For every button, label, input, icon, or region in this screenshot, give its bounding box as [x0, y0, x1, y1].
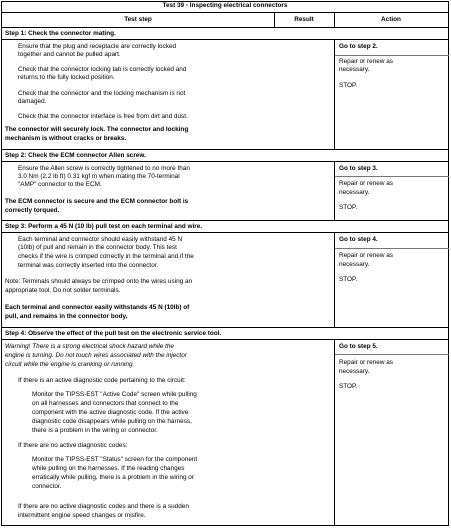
step-4-line: If there are no active diagnostic codes and there is a sudden [18, 503, 189, 510]
row-divider [1, 149, 449, 150]
step-4-repair: Repair or renew as [339, 359, 393, 366]
action-divider [334, 55, 449, 56]
step-4-line: Monitor the TIPSS-EST "Active Code" screen while pulling [32, 391, 197, 398]
step-3-line: checks if the wire is crimped correctly in the terminal and if the [18, 253, 194, 260]
step-2-line: 3.0 Nm (2.2 lb ft) 0.31 kgf m when mating the 70-terminal [18, 173, 180, 180]
step-3-result: pull, and remains in the connector body. [5, 313, 128, 320]
step-1-line: Ensure that the plug and receptacle are correctly locked [18, 43, 177, 50]
row-divider [1, 161, 449, 162]
step-3-result: Each terminal and connector easily withstands 45 N (10lb) of [5, 304, 190, 311]
step-4-line: If there are no active diagnostic codes: [18, 442, 128, 449]
step-2-line: "AMP" connector to the ECM. [18, 181, 102, 188]
step-2-line: Ensure the Allen screw is correctly tightened to no more than [18, 165, 190, 172]
step-3-goto: Go to step 4. [339, 236, 378, 243]
step-3-stop: STOP. [339, 276, 358, 283]
step-1-repair: necessary. [339, 66, 370, 73]
step-4-line: while pulling on the harnesses. If the reading changes [32, 465, 185, 472]
step-2-repair: Repair or renew as [339, 180, 393, 187]
step-2-result: correctly torqued. [5, 207, 60, 214]
row-divider [1, 12, 449, 13]
step-4-warning: Warning! There is a strong electrical shock hazard while the [5, 343, 174, 350]
step-4-line: there is a problem in the wiring or connector. [32, 427, 158, 434]
action-divider [334, 176, 449, 177]
row-divider [1, 339, 449, 340]
step-1-result: The connector will securely lock. The connector and locking [5, 126, 189, 133]
step-4-line: intermittent engine speed changes or misfire. [18, 512, 146, 519]
step-3-repair: Repair or renew as [339, 252, 393, 259]
step-1-line: damaged. [18, 98, 47, 105]
step-4-warning: circuit while the engine is cranking or running. [5, 361, 135, 368]
step-4-heading: Step 4: Observe the effect of the pull test on the electronic service tool. [5, 330, 222, 337]
step-2-heading: Step 2: Check the ECM connector Allen screw. [5, 152, 146, 159]
step-4-line: connector. [32, 483, 62, 490]
step-4-warning: engine is turning. Do not touch wires associated with the injector [5, 352, 187, 359]
step-4-line: If there is an active diagnostic code pertaining to the circuit: [18, 377, 186, 384]
step-1-result: mechanism is without cracks or breaks. [5, 135, 127, 142]
step-3-heading: Step 3: Perform a 45 N (10 lb) pull test on each terminal and wire. [5, 223, 203, 230]
action-divider [334, 248, 449, 249]
col-divider [274, 12, 275, 27]
step-4-goto: Go to step 5. [339, 343, 378, 350]
row-divider [1, 327, 449, 328]
step-1-line: returns to the fully locked position. [18, 74, 115, 81]
step-3-note: appropriate tool. Do not solder terminals. [5, 287, 121, 294]
col-divider [334, 232, 335, 327]
step-4-line: component with the active diagnostic code. If the active [32, 409, 189, 416]
step-1-line: Check that the connector and the locking mechanism is not [18, 90, 186, 97]
col-divider [334, 161, 335, 220]
table-title: Test 39 - Inspecting electrical connectors [162, 2, 288, 9]
step-2-result: The ECM connector is secure and the ECM connector bolt is [5, 198, 189, 205]
row-divider [1, 27, 449, 28]
step-1-stop: STOP. [339, 82, 358, 89]
col-divider [334, 339, 335, 526]
row-divider [1, 39, 449, 40]
col-divider [334, 39, 335, 149]
step-4-line: diagnostic code disappears while pulling on the harness, [32, 418, 192, 425]
step-3-line: (10lb) of pull and remain in the connector body. This test [18, 244, 177, 251]
step-4-line: Monitor the TIPSS-EST "Status" screen for the component [32, 456, 198, 463]
step-1-repair: Repair or renew as [339, 58, 393, 65]
header-test-step: Test step [124, 16, 152, 23]
step-3-line: terminal was correctly inserted into the connector. [18, 262, 159, 269]
step-1-line: Check that the connector interface is free from dirt and dust. [18, 113, 188, 120]
step-3-repair: necessary. [339, 261, 370, 268]
step-4-line: on all harnesses and connectors that connect to the [32, 400, 179, 407]
step-1-heading: Step 1: Check the connector mating. [5, 30, 116, 37]
col-divider [334, 12, 335, 27]
row-divider [1, 232, 449, 233]
step-4-repair: necessary. [339, 368, 370, 375]
action-divider [334, 354, 449, 355]
step-1-goto: Go to step 2. [339, 43, 378, 50]
step-4-line: erratically while pulling, there is a problem in the wiring or [32, 474, 194, 481]
header-action: Action [381, 16, 401, 23]
step-1-line: together and cannot be pulled apart. [18, 51, 121, 58]
step-3-note: Note: Terminals should always be crimped onto the wires using an [5, 278, 193, 285]
header-result: Result [294, 16, 314, 23]
step-4-stop: STOP. [339, 383, 358, 390]
step-1-line: Check that the connector locking tab is correctly locked and [18, 66, 187, 73]
step-2-repair: necessary. [339, 189, 370, 196]
step-2-stop: STOP. [339, 204, 358, 211]
step-2-goto: Go to step 3. [339, 165, 378, 172]
row-divider [1, 220, 449, 221]
step-3-line: Each terminal and connector should easily withstand 45 N [18, 236, 183, 243]
